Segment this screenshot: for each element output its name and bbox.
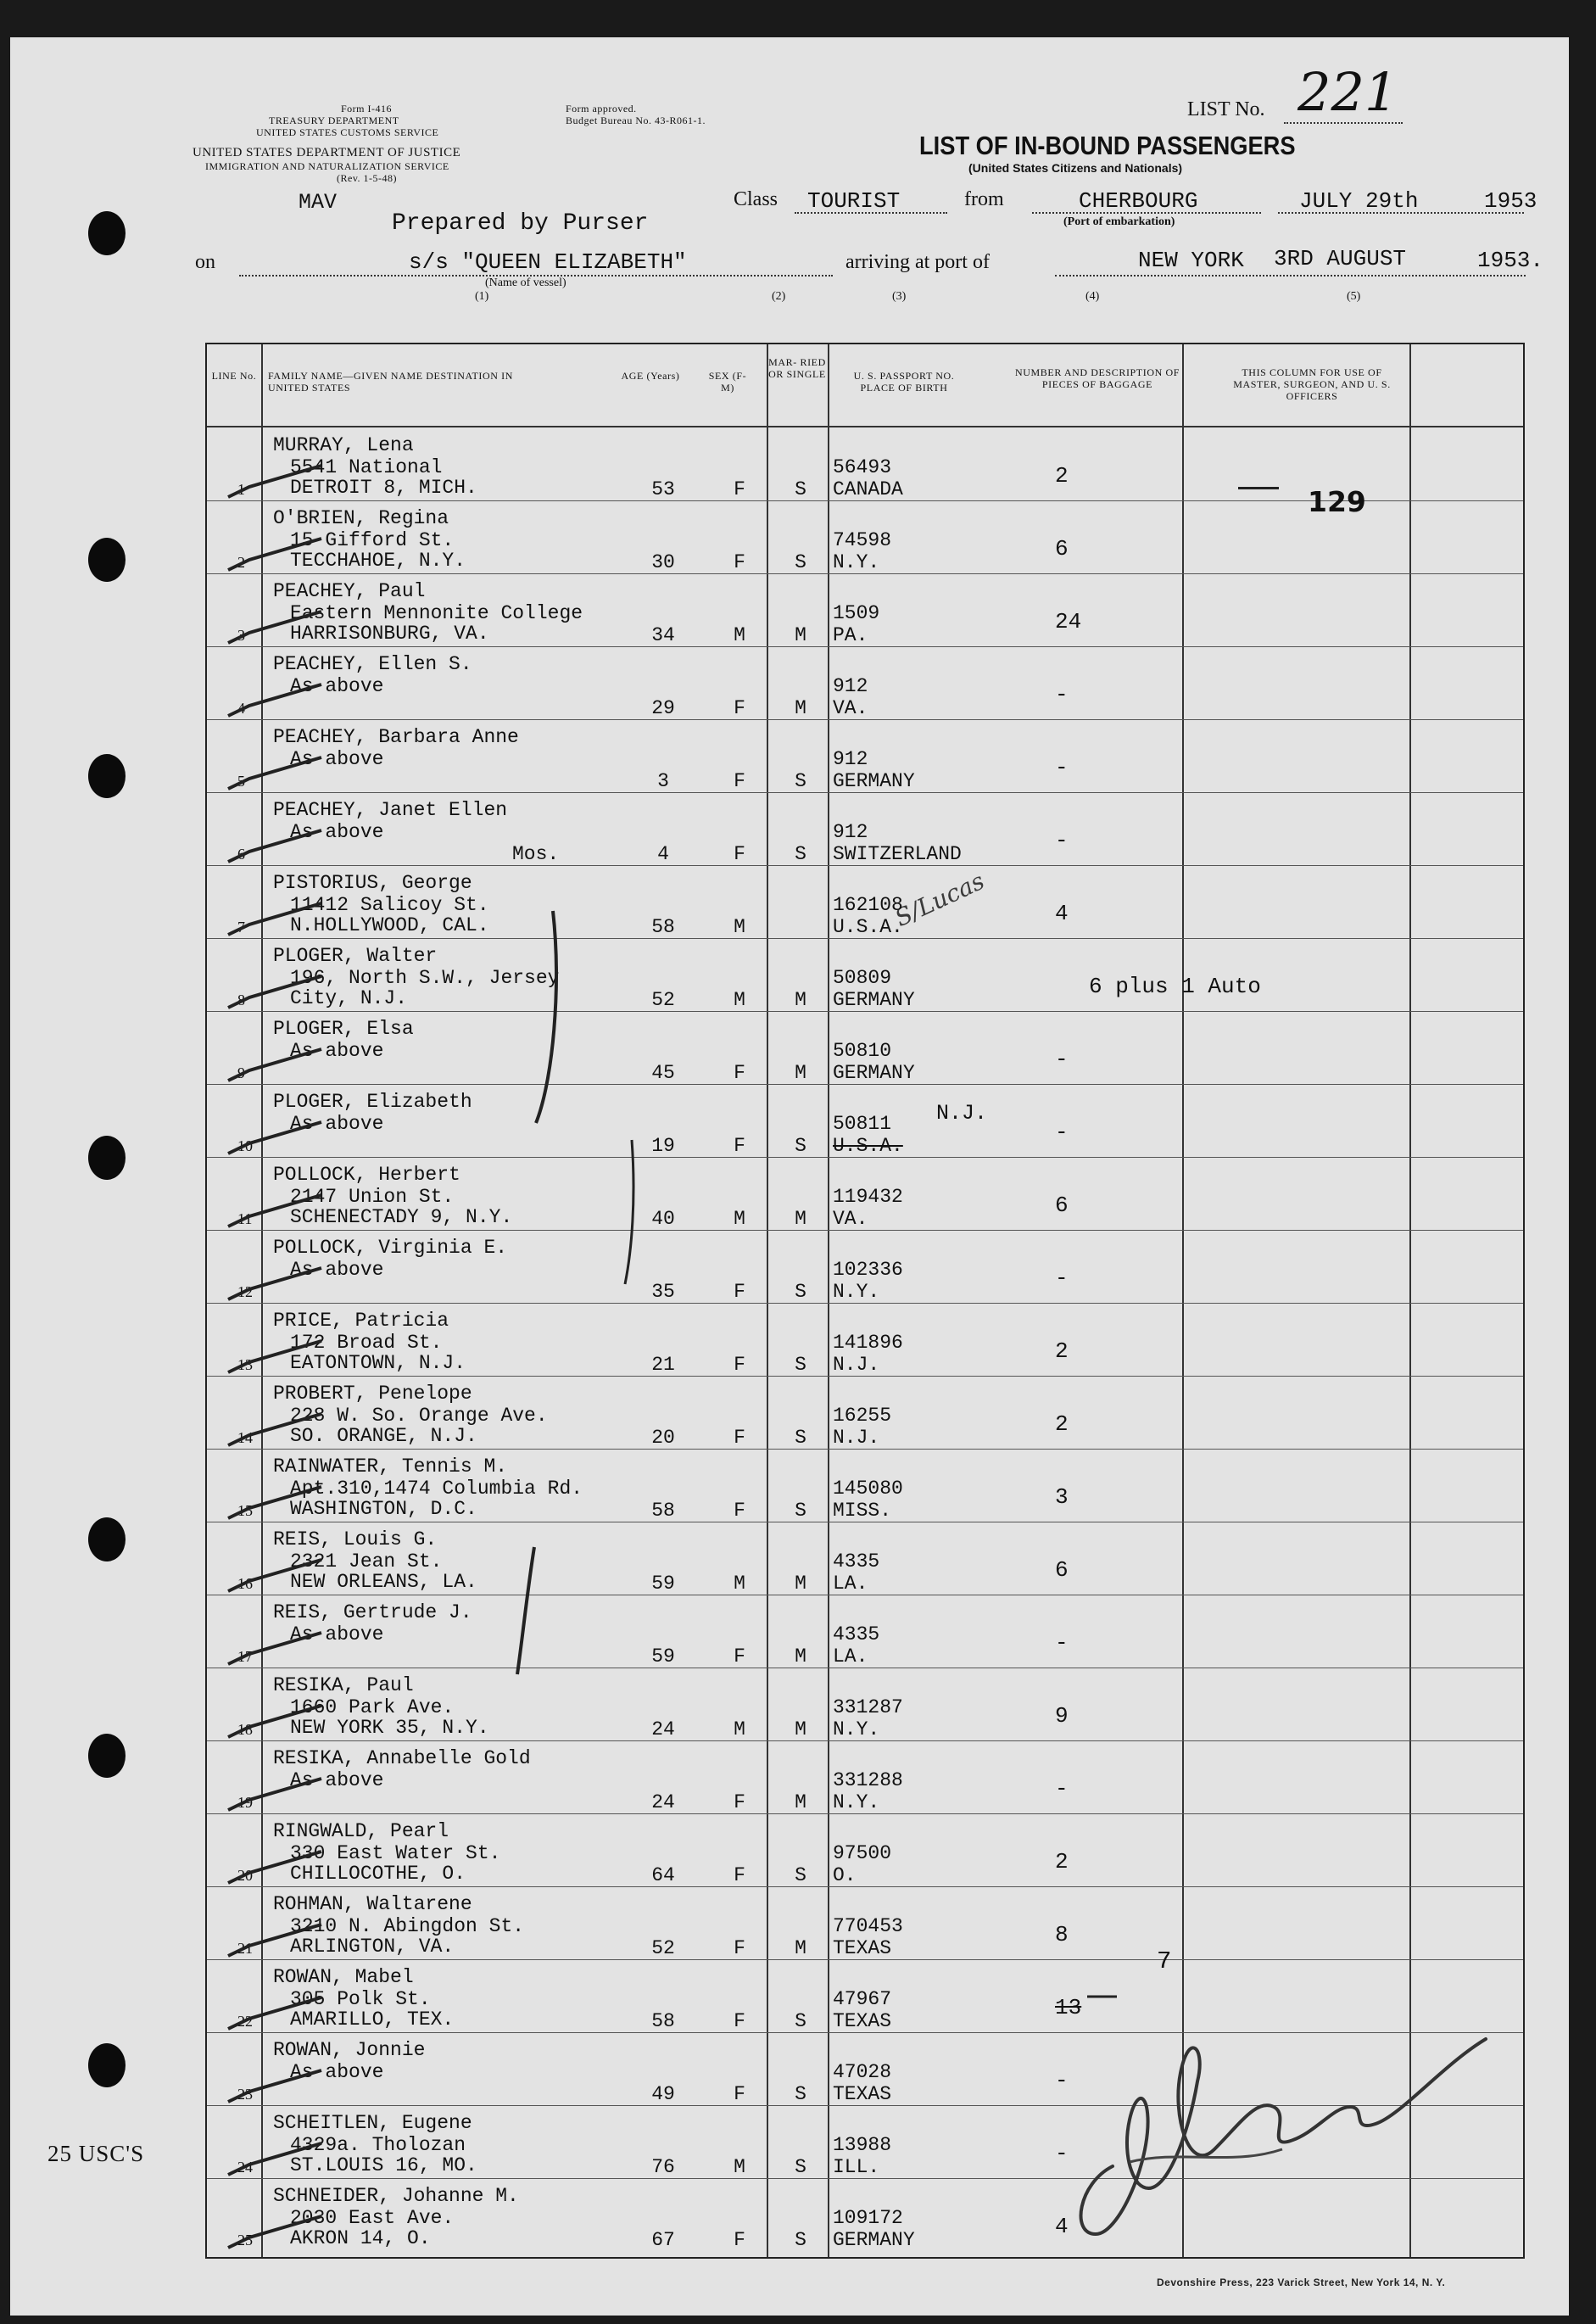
- passenger-city: ST.LOUIS 16, MO.: [290, 2154, 477, 2176]
- passenger-address: 196, North S.W., Jersey: [290, 967, 560, 989]
- passenger-name: O'BRIEN, Regina: [273, 507, 449, 529]
- passenger-marital-status: S: [795, 2156, 806, 2178]
- passenger-address: 305 Polk St.: [290, 1988, 431, 2010]
- passport-number: 162108: [833, 894, 903, 916]
- passenger-marital-status: M: [795, 1062, 806, 1084]
- document-title: LIST OF IN-BOUND PASSENGERS: [919, 131, 1296, 160]
- passenger-age: 64: [651, 1864, 675, 1886]
- row-line-number: 16: [237, 1575, 253, 1592]
- col-number-5: (5): [1347, 290, 1361, 303]
- passport-number: 4335: [833, 1623, 880, 1645]
- passenger-marital-status: S: [795, 1864, 806, 1886]
- row-line-number: 8: [237, 992, 245, 1008]
- baggage-count: 6: [1055, 1557, 1069, 1583]
- place-of-birth: GERMANY: [833, 1062, 915, 1084]
- passenger-address: As above: [290, 2061, 384, 2083]
- passenger-sex: F: [734, 1500, 745, 1522]
- passenger-address: Eastern Mennonite College: [290, 602, 583, 624]
- passenger-marital-status: S: [795, 1135, 806, 1157]
- passenger-name: RESIKA, Paul: [273, 1674, 414, 1696]
- row-line-number: 14: [237, 1429, 253, 1446]
- arrival-port: NEW YORK: [1138, 248, 1244, 273]
- passenger-address: 172 Broad St.: [290, 1332, 443, 1354]
- baggage-count: 2: [1055, 1411, 1069, 1437]
- header-sex: SEX (F-M): [708, 370, 747, 394]
- departure-date: JULY 29th: [1299, 188, 1419, 214]
- row-line-number: 19: [237, 1794, 253, 1811]
- baggage-count: 4: [1055, 901, 1069, 926]
- passenger-sex: F: [734, 1645, 745, 1668]
- passenger-city: CHILLOCOTHE, O.: [290, 1863, 466, 1885]
- row-line-number: 7: [237, 919, 245, 936]
- place-of-birth: MISS.: [833, 1500, 892, 1522]
- passenger-age: 59: [651, 1645, 675, 1668]
- passenger-sex: F: [734, 1062, 745, 1084]
- passenger-sex: F: [734, 2229, 745, 2251]
- passenger-marital-status: S: [795, 1354, 806, 1376]
- place-of-birth: TEXAS: [833, 1937, 892, 1959]
- passenger-name: PEACHEY, Janet Ellen: [273, 799, 508, 821]
- passport-number: 74598: [833, 529, 892, 551]
- baggage-count: -: [1055, 755, 1069, 780]
- place-of-birth: O.: [833, 1864, 857, 1886]
- passport-number: 331287: [833, 1696, 903, 1718]
- passenger-sex: M: [734, 1718, 745, 1740]
- row22-baggage-correction: 7: [1157, 1947, 1172, 1975]
- row-line-number: 9: [237, 1064, 245, 1081]
- passenger-sex: F: [734, 1427, 745, 1449]
- row-line-number: 17: [237, 1648, 253, 1665]
- baggage-count: 4: [1055, 2214, 1069, 2239]
- place-of-birth: TEXAS: [833, 2010, 892, 2032]
- passenger-age: 3: [657, 770, 669, 792]
- form-number: Form I-416: [341, 103, 392, 115]
- passenger-age: 59: [651, 1573, 675, 1595]
- baggage-count: 2: [1055, 1849, 1069, 1874]
- passenger-sex: F: [734, 843, 745, 865]
- printer-imprint: Devonshire Press, 223 Varick Street, New York 14, N. Y.: [1157, 2277, 1446, 2288]
- list-number: 221: [1297, 61, 1398, 123]
- passenger-age: 76: [651, 2156, 675, 2178]
- baggage-count: -: [1055, 1630, 1069, 1656]
- passport-number: 109172: [833, 2207, 903, 2229]
- passport-number: 912: [833, 748, 868, 770]
- passport-number: 16255: [833, 1405, 892, 1427]
- passenger-marital-status: M: [795, 1718, 806, 1740]
- passenger-city: N.HOLLYWOOD, CAL.: [290, 914, 489, 936]
- passport-number: 56493: [833, 456, 892, 478]
- header-married: MAR- RIED OR SINGLE: [768, 356, 826, 380]
- passenger-name: PRICE, Patricia: [273, 1310, 449, 1332]
- header-line-no: LINE No.: [211, 370, 257, 382]
- passenger-sex: M: [734, 916, 745, 938]
- passport-number: 141896: [833, 1332, 903, 1354]
- dept-treasury: TREASURY DEPARTMENT: [269, 115, 399, 126]
- passport-number: 331288: [833, 1769, 903, 1791]
- baggage-count: -: [1055, 828, 1069, 853]
- place-of-birth: PA.: [833, 624, 868, 646]
- header-baggage: NUMBER AND DESCRIPTION OF PIECES OF BAGGAGE: [1014, 366, 1180, 390]
- dept-justice: UNITED STATES DEPARTMENT OF JUSTICE: [193, 146, 461, 159]
- passenger-age: 29: [651, 697, 675, 719]
- place-of-birth: GERMANY: [833, 770, 915, 792]
- row-line-number: 24: [237, 2159, 253, 2176]
- place-of-birth: LA.: [833, 1645, 868, 1668]
- passenger-name: MURRAY, Lena: [273, 434, 414, 456]
- margin-note: 25 USC'S: [47, 2141, 145, 2166]
- class-label: Class: [734, 188, 778, 210]
- passenger-sex: F: [734, 1791, 745, 1813]
- passenger-city: SCHENECTADY 9, N.Y.: [290, 1206, 513, 1228]
- passenger-marital-status: M: [795, 1937, 806, 1959]
- place-of-birth: TEXAS: [833, 2083, 892, 2105]
- passport-number: 13988: [833, 2134, 892, 2156]
- col-number-2: (2): [772, 290, 786, 303]
- passenger-age: 58: [651, 1500, 675, 1522]
- passenger-age: 58: [651, 2010, 675, 2032]
- passport-number: 119432: [833, 1186, 903, 1208]
- passenger-city: AMARILLO, TEX.: [290, 2008, 455, 2031]
- row10-birth-correction: N.J.: [936, 1101, 988, 1126]
- budget-bureau: Budget Bureau No. 43-R061-1.: [566, 115, 706, 126]
- passenger-age: 4: [657, 843, 669, 865]
- passenger-name: POLLOCK, Virginia E.: [273, 1237, 508, 1259]
- passenger-city: Mos.: [512, 843, 560, 865]
- place-of-birth: VA.: [833, 1208, 868, 1230]
- baggage-count: -: [1055, 682, 1069, 707]
- passenger-age: 45: [651, 1062, 675, 1084]
- row-line-number: 11: [237, 1210, 253, 1227]
- passenger-city: SO. ORANGE, N.J.: [290, 1425, 477, 1447]
- header-name: FAMILY NAME—GIVEN NAME DESTINATION IN UNITED STATES: [268, 370, 513, 394]
- passenger-name: RINGWALD, Pearl: [273, 1820, 449, 1842]
- passenger-age: 52: [651, 989, 675, 1011]
- passenger-marital-status: S: [795, 843, 806, 865]
- passenger-sex: F: [734, 1937, 745, 1959]
- passport-number: 770453: [833, 1915, 903, 1937]
- baggage-count: -: [1055, 1047, 1069, 1072]
- passenger-address: As above: [290, 1259, 384, 1281]
- passenger-address: 3210 N. Abingdon St.: [290, 1915, 525, 1937]
- col-number-4: (4): [1085, 290, 1100, 303]
- place-of-birth: N.Y.: [833, 1791, 880, 1813]
- list-number-label: LIST No.: [1187, 98, 1265, 120]
- prepared-by: Prepared by Purser: [392, 210, 649, 237]
- passenger-name: PLOGER, Elsa: [273, 1018, 414, 1040]
- passenger-address: 228 W. So. Orange Ave.: [290, 1405, 548, 1427]
- baggage-count: 2: [1055, 1338, 1069, 1364]
- passenger-city: City, N.J.: [290, 987, 408, 1009]
- row-line-number: 13: [237, 1356, 253, 1373]
- passport-number: 912: [833, 821, 868, 843]
- row7-handwritten-note: S/Lucas: [890, 866, 989, 933]
- baggage-count: 3: [1055, 1484, 1069, 1510]
- col-number-1: (1): [475, 290, 489, 303]
- passenger-city: AKRON 14, O.: [290, 2227, 431, 2249]
- passport-number: 50811: [833, 1113, 892, 1135]
- passenger-name: POLLOCK, Herbert: [273, 1164, 460, 1186]
- passenger-city: EATONTOWN, N.J.: [290, 1352, 466, 1374]
- row-line-number: 1: [237, 481, 245, 498]
- passport-number: 145080: [833, 1478, 903, 1500]
- passenger-city: HARRISONBURG, VA.: [290, 623, 489, 645]
- baggage-count: -: [1055, 2141, 1069, 2166]
- passenger-name: ROHMAN, Waltarene: [273, 1893, 472, 1915]
- passenger-marital-status: S: [795, 551, 806, 573]
- passenger-marital-status: M: [795, 1791, 806, 1813]
- passenger-age: 21: [651, 1354, 675, 1376]
- passenger-name: PEACHEY, Barbara Anne: [273, 726, 519, 748]
- passenger-marital-status: M: [795, 1573, 806, 1595]
- passenger-age: 40: [651, 1208, 675, 1230]
- baggage-count: -: [1055, 1776, 1069, 1802]
- row-line-number: 12: [237, 1283, 253, 1300]
- passenger-marital-status: S: [795, 2229, 806, 2251]
- passenger-address: 1660 Park Ave.: [290, 1696, 455, 1718]
- place-of-birth: N.J.: [833, 1427, 880, 1449]
- passenger-marital-status: S: [795, 1281, 806, 1303]
- form-revision: (Rev. 1-5-48): [337, 172, 398, 184]
- passenger-sex: F: [734, 770, 745, 792]
- passport-number: 50809: [833, 967, 892, 989]
- passport-number: 97500: [833, 1842, 892, 1864]
- document-subtitle: (United States Citizens and Nationals): [968, 161, 1183, 175]
- passenger-city: DETROIT 8, MICH.: [290, 477, 477, 499]
- passenger-sex: M: [734, 1573, 745, 1595]
- baggage-count: 6: [1055, 536, 1069, 561]
- arrival-date: 3RD AUGUST: [1274, 246, 1407, 271]
- vessel-name: s/s "QUEEN ELIZABETH": [409, 249, 687, 275]
- passenger-marital-status: S: [795, 478, 806, 500]
- handwritten-marks: [10, 37, 1569, 2316]
- baggage-count: 6 plus 1 Auto: [1089, 974, 1261, 999]
- passenger-age: 53: [651, 478, 675, 500]
- passenger-address: As above: [290, 675, 384, 697]
- passenger-marital-status: S: [795, 2083, 806, 2105]
- passenger-sex: F: [734, 697, 745, 719]
- passenger-address: 4329a. Tholozan: [290, 2134, 466, 2156]
- passenger-marital-status: M: [795, 1208, 806, 1230]
- passenger-address: Apt.310,1474 Columbia Rd.: [290, 1478, 583, 1500]
- passenger-marital-status: S: [795, 2010, 806, 2032]
- baggage-count: 6: [1055, 1193, 1069, 1218]
- passenger-city: WASHINGTON, D.C.: [290, 1498, 477, 1520]
- passenger-city: TECCHAHOE, N.Y.: [290, 550, 466, 572]
- passenger-name: PEACHEY, Paul: [273, 580, 426, 602]
- row-line-number: 10: [237, 1137, 253, 1154]
- officer-stamp-number: 129: [1308, 485, 1366, 518]
- passenger-sex: F: [734, 1864, 745, 1886]
- passenger-sex: M: [734, 1208, 745, 1230]
- passenger-age: 30: [651, 551, 675, 573]
- passenger-address: 2321 Jean St.: [290, 1550, 443, 1573]
- place-of-birth: GERMANY: [833, 2229, 915, 2251]
- dept-customs: UNITED STATES CUSTOMS SERVICE: [256, 126, 439, 138]
- arriving-label: arriving at port of: [845, 251, 990, 273]
- place-of-birth: CANADA: [833, 478, 903, 500]
- row-line-number: 21: [237, 1940, 253, 1957]
- passenger-name: RESIKA, Annabelle Gold: [273, 1747, 531, 1769]
- from-label: from: [964, 188, 1004, 210]
- passenger-name: REIS, Gertrude J.: [273, 1601, 472, 1623]
- header-age: AGE (Years): [621, 370, 680, 382]
- place-of-birth: SWITZERLAND: [833, 843, 962, 865]
- passenger-address: 11412 Salicoy St.: [290, 894, 489, 916]
- baggage-count: 8: [1055, 1922, 1069, 1947]
- baggage-count: 2: [1055, 463, 1069, 489]
- passenger-marital-status: M: [795, 989, 806, 1011]
- row-line-number: 18: [237, 1721, 253, 1738]
- row-line-number: 25: [237, 2232, 253, 2249]
- initials: MAV: [299, 190, 338, 215]
- passenger-sex: F: [734, 478, 745, 500]
- passenger-name: ROWAN, Mabel: [273, 1966, 414, 1988]
- passport-number: 47028: [833, 2061, 892, 2083]
- passenger-sex: M: [734, 989, 745, 1011]
- passenger-age: 49: [651, 2083, 675, 2105]
- baggage-count: 9: [1055, 1703, 1069, 1729]
- passport-number: 47967: [833, 1988, 892, 2010]
- baggage-count: 13: [1055, 1995, 1082, 2020]
- place-of-birth: U.S.A.: [833, 916, 903, 938]
- passenger-marital-status: M: [795, 1645, 806, 1668]
- place-of-birth: N.Y.: [833, 551, 880, 573]
- manifest-page: [10, 37, 1569, 2316]
- passenger-address: As above: [290, 1040, 384, 1062]
- on-label: on: [195, 251, 215, 273]
- passenger-address: 2147 Union St.: [290, 1186, 455, 1208]
- passenger-sex: F: [734, 2083, 745, 2105]
- passenger-sex: F: [734, 551, 745, 573]
- row-line-number: 3: [237, 627, 245, 644]
- row-line-number: 6: [237, 846, 245, 863]
- place-of-birth: N.Y.: [833, 1281, 880, 1303]
- departure-year: 1953: [1484, 188, 1537, 214]
- passenger-age: 58: [651, 916, 675, 938]
- baggage-count: -: [1055, 1120, 1069, 1145]
- passenger-city: NEW YORK 35, N.Y.: [290, 1717, 489, 1739]
- passenger-sex: F: [734, 2010, 745, 2032]
- passenger-name: RAINWATER, Tennis M.: [273, 1455, 508, 1478]
- passenger-age: 24: [651, 1718, 675, 1740]
- class-value: TOURIST: [807, 188, 901, 214]
- passport-number: 50810: [833, 1040, 892, 1062]
- passenger-address: As above: [290, 821, 384, 843]
- passenger-city: NEW ORLEANS, LA.: [290, 1571, 477, 1593]
- place-of-birth: LA.: [833, 1573, 868, 1595]
- passenger-marital-status: S: [795, 1500, 806, 1522]
- passenger-marital-status: M: [795, 697, 806, 719]
- form-approved: Form approved.: [566, 103, 637, 115]
- passenger-age: 34: [651, 624, 675, 646]
- place-of-birth: VA.: [833, 697, 868, 719]
- passenger-address: As above: [290, 1769, 384, 1791]
- passenger-sex: F: [734, 1281, 745, 1303]
- passenger-name: REIS, Louis G.: [273, 1528, 438, 1550]
- passport-number: 4335: [833, 1550, 880, 1573]
- passenger-name: SCHNEIDER, Johanne M.: [273, 2185, 519, 2207]
- place-of-birth: N.J.: [833, 1354, 880, 1376]
- passport-number: 102336: [833, 1259, 903, 1281]
- embark-caption: (Port of embarkation): [1063, 215, 1175, 228]
- passenger-name: PLOGER, Elizabeth: [273, 1091, 472, 1113]
- passenger-address: 5541 National: [290, 456, 443, 478]
- passenger-age: 19: [651, 1135, 675, 1157]
- place-of-birth: N.Y.: [833, 1718, 880, 1740]
- row-line-number: 4: [237, 700, 245, 717]
- row-line-number: 22: [237, 2013, 253, 2030]
- passenger-marital-status: M: [795, 624, 806, 646]
- baggage-count: -: [1055, 1265, 1069, 1291]
- place-of-birth: GERMANY: [833, 989, 915, 1011]
- passenger-age: 35: [651, 1281, 675, 1303]
- row-line-number: 5: [237, 773, 245, 790]
- row-line-number: 20: [237, 1867, 253, 1884]
- passport-number: 912: [833, 675, 868, 697]
- passenger-sex: F: [734, 1135, 745, 1157]
- passenger-sex: M: [734, 624, 745, 646]
- place-of-birth: ILL.: [833, 2156, 880, 2178]
- passenger-name: PLOGER, Walter: [273, 945, 438, 967]
- embark-port: CHERBOURG: [1079, 188, 1198, 214]
- passenger-name: PISTORIUS, George: [273, 872, 472, 894]
- arrival-year: 1953.: [1477, 248, 1544, 273]
- passenger-age: 24: [651, 1791, 675, 1813]
- passenger-sex: F: [734, 1354, 745, 1376]
- place-of-birth: U.S.A.: [833, 1135, 903, 1157]
- header-passport: U. S. PASSPORT NO. PLACE OF BIRTH: [853, 370, 955, 394]
- header-officers: THIS COLUMN FOR USE OF MASTER, SURGEON, AND U. S. OFFICERS: [1233, 366, 1391, 402]
- row-line-number: 15: [237, 1502, 253, 1519]
- passenger-age: 52: [651, 1937, 675, 1959]
- passenger-marital-status: S: [795, 1427, 806, 1449]
- passenger-age: 67: [651, 2229, 675, 2251]
- passenger-marital-status: S: [795, 770, 806, 792]
- passenger-address: 15 Gifford St.: [290, 529, 455, 551]
- passenger-address: As above: [290, 1113, 384, 1135]
- dept-immigration: IMMIGRATION AND NATURALIZATION SERVICE: [205, 160, 449, 172]
- passenger-name: SCHEITLEN, Eugene: [273, 2112, 472, 2134]
- vessel-caption: (Name of vessel): [485, 277, 566, 289]
- passenger-name: ROWAN, Jonnie: [273, 2039, 426, 2061]
- passenger-name: PROBERT, Penelope: [273, 1383, 472, 1405]
- row-line-number: 23: [237, 2086, 253, 2103]
- passenger-address: As above: [290, 1623, 384, 1645]
- passenger-age: 20: [651, 1427, 675, 1449]
- passport-number: 1509: [833, 602, 880, 624]
- passenger-address: 330 East Water St.: [290, 1842, 501, 1864]
- passenger-address: 2030 East Ave.: [290, 2207, 455, 2229]
- row-line-number: 2: [237, 554, 245, 571]
- baggage-count: 24: [1055, 609, 1082, 634]
- baggage-count: -: [1055, 2068, 1069, 2093]
- passenger-address: As above: [290, 748, 384, 770]
- col-number-3: (3): [892, 290, 907, 303]
- passenger-sex: M: [734, 2156, 745, 2178]
- passenger-city: ARLINGTON, VA.: [290, 1936, 455, 1958]
- passenger-name: PEACHEY, Ellen S.: [273, 653, 472, 675]
